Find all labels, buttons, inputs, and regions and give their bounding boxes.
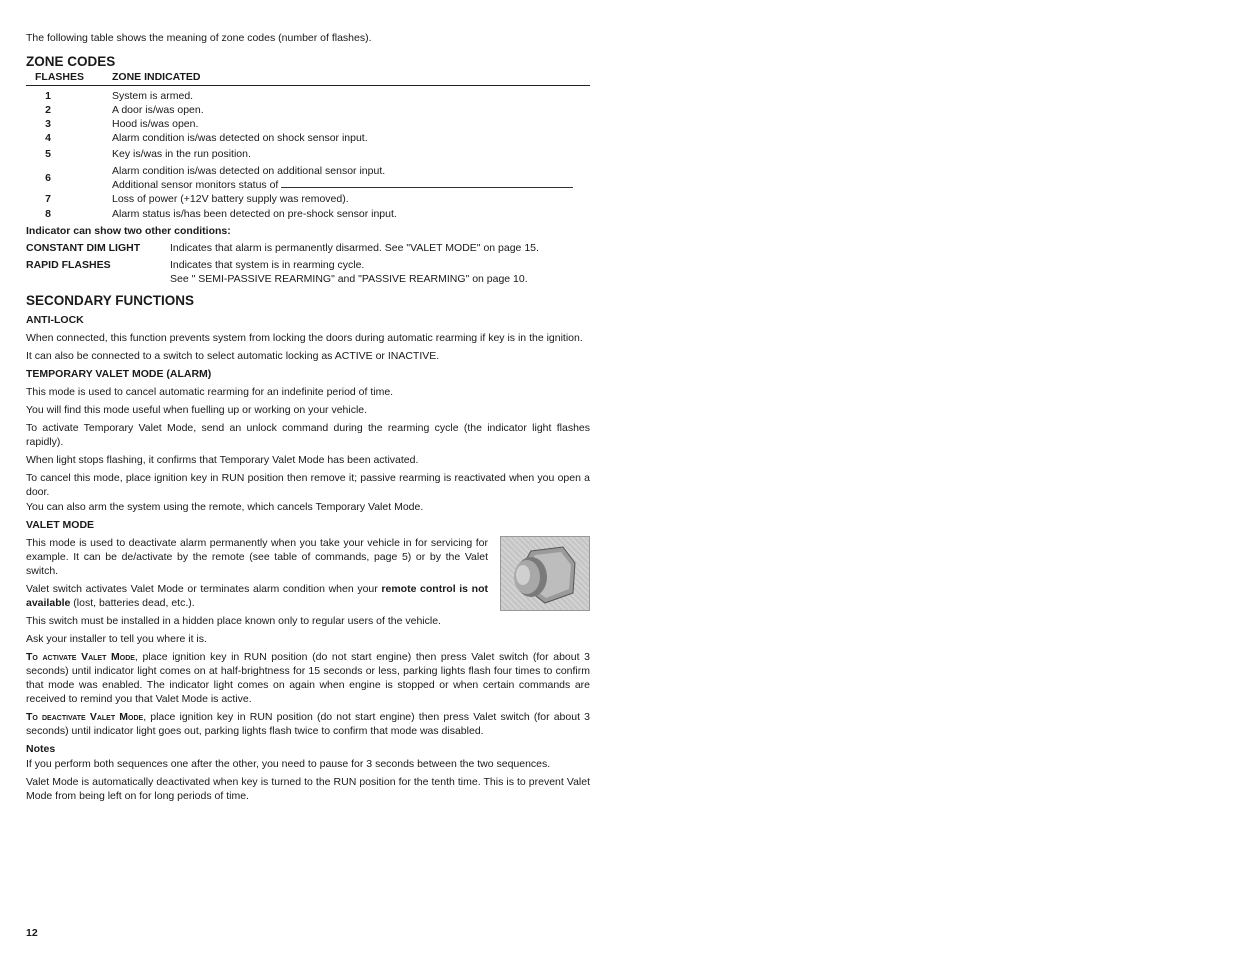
valet-mode-p2-tail: (lost, batteries dead, etc.). [70, 597, 195, 609]
anti-lock-p1: When connected, this function prevents system from locking the doors during automatic rearming if key is in the ignition. [26, 332, 583, 344]
zone-text: Alarm condition is/was detected on additional sensor input. [112, 165, 386, 177]
zone-text: Alarm status is/has been detected on pre-shock sensor input. [112, 208, 397, 220]
activate-valet-label: To activate Valet Mode [26, 651, 135, 663]
table-row [26, 207, 590, 221]
fill-in-blank [281, 178, 573, 188]
temp-valet-p1: This mode is used to cancel automatic rearming for an indefinite period of time. [26, 386, 394, 398]
condition-label: RAPID FLASHES [26, 259, 111, 271]
temp-valet-p2: You will find this mode useful when fuelling up or working on your vehicle. [26, 404, 368, 416]
temp-valet-p3: To activate Temporary Valet Mode, send an unlock command during the rearming cycle (the indicator light flashes rapidly). [26, 422, 590, 448]
notes-title: Notes [26, 743, 56, 755]
flash-count: 3 [45, 118, 51, 130]
zone-table-header [26, 70, 590, 86]
table-row [26, 117, 590, 131]
valet-mode-p2 [26, 582, 488, 610]
condition-text: Indicates that system is in rearming cycle. [170, 259, 365, 271]
zone-codes-title: ZONE CODES [26, 54, 116, 69]
deactivate-valet-text: , place ignition key in RUN position (do not start engine) then press Valet switch (for about 3 seconds) until indicator light goes out, parking lights flash twice to confirm that mode was disabled. [26, 711, 590, 737]
flash-count: 8 [45, 208, 51, 220]
deactivate-valet-paragraph [26, 710, 590, 738]
table-row [26, 147, 590, 161]
condition-row [26, 258, 590, 286]
temp-valet-title: TEMPORARY VALET MODE (ALARM) [26, 368, 212, 380]
zone-text: Alarm condition is/was detected on shock sensor input. [112, 132, 368, 144]
table-row [26, 192, 590, 206]
flash-count: 6 [45, 172, 51, 184]
zone-text-additional: Additional sensor monitors status of [112, 179, 279, 191]
condition-row [26, 241, 590, 255]
condition-text-2: See " SEMI-PASSIVE REARMING" and "PASSIVE REARMING" on page 10. [170, 273, 528, 285]
valet-mode-p4: Ask your installer to tell you where it is. [26, 633, 207, 645]
table-row [26, 103, 590, 117]
zone-text: Loss of power (+12V battery supply was removed). [112, 193, 349, 205]
temp-valet-p4: When light stops flashing, it confirms that Temporary Valet Mode has been activated. [26, 454, 419, 466]
anti-lock-p2: It can also be connected to a switch to select automatic locking as ACTIVE or INACTIVE. [26, 350, 440, 362]
table-row [26, 89, 590, 103]
zone-text: Key is/was in the run position. [112, 148, 251, 160]
valet-mode-p2-bold: remote control is not available [26, 583, 488, 609]
col-flashes: FLASHES [35, 71, 85, 83]
valet-mode-p1: This mode is used to deactivate alarm permanently when you take your vehicle in for servicing for example. It can be de/activate by the remote (see table of commands, page 5) or by the Valet switch. [26, 537, 488, 577]
flash-count: 1 [45, 90, 51, 102]
flash-count: 4 [45, 132, 51, 144]
notes-p1: If you perform both sequences one after the other, you need to pause for 3 seconds between the two sequences. [26, 758, 551, 770]
col-zone-indicated: ZONE INDICATED [112, 71, 201, 83]
anti-lock-title: ANTI-LOCK [26, 314, 84, 326]
conditions-title: Indicator can show two other conditions: [26, 225, 231, 237]
valet-mode-title: VALET MODE [26, 519, 95, 531]
condition-text: Indicates that alarm is permanently disarmed. See "VALET MODE" on page 15. [170, 242, 539, 254]
valet-switch-image [500, 536, 590, 611]
notes-p2: Valet Mode is automatically deactivated when key is turned to the RUN position for the tenth time. This is to prevent Valet Mode from being left on for long periods of time. [26, 776, 590, 802]
intro-text: The following table shows the meaning of zone codes (number of flashes). [26, 32, 372, 44]
valet-mode-p3: This switch must be installed in a hidden place known only to regular users of the vehicle. [26, 615, 441, 627]
temp-valet-p6: You can also arm the system using the remote, which cancels Temporary Valet Mode. [26, 501, 424, 513]
page-number: 12 [26, 927, 38, 939]
valet-mode-p2-text: Valet switch activates Valet Mode or terminates alarm condition when your [26, 583, 382, 595]
valet-mode-section [26, 536, 590, 628]
table-row [26, 164, 590, 192]
zone-text: Hood is/was open. [112, 118, 199, 130]
flash-count: 7 [45, 193, 51, 205]
valet-switch-icon [501, 537, 589, 610]
deactivate-valet-label: To deactivate Valet Mode [26, 711, 144, 723]
zone-text: A door is/was open. [112, 104, 204, 116]
condition-label: CONSTANT DIM LIGHT [26, 242, 141, 254]
flash-count: 2 [45, 104, 51, 116]
activate-valet-text: , place ignition key in RUN position (do not start engine) then press Valet switch (for about 3 seconds) until indicator light comes on at half-brightness for 15 seconds or less, parking lights flash four times to confirm that mode was enabled. The indicator light comes on again when engine is stopped or when certain commands are received to remind you that Valet Mode is active. [26, 651, 590, 705]
temp-valet-p5: To cancel this mode, place ignition key in RUN position then remove it; passive rearming is reactivated when you open a door. [26, 472, 590, 498]
table-row [26, 131, 590, 145]
activate-valet-paragraph [26, 650, 590, 706]
zone-text: System is armed. [112, 90, 194, 102]
zone-table-body [26, 89, 590, 221]
flash-count: 5 [45, 148, 51, 160]
page-column [26, 31, 590, 807]
secondary-functions-title: SECONDARY FUNCTIONS [26, 293, 195, 308]
